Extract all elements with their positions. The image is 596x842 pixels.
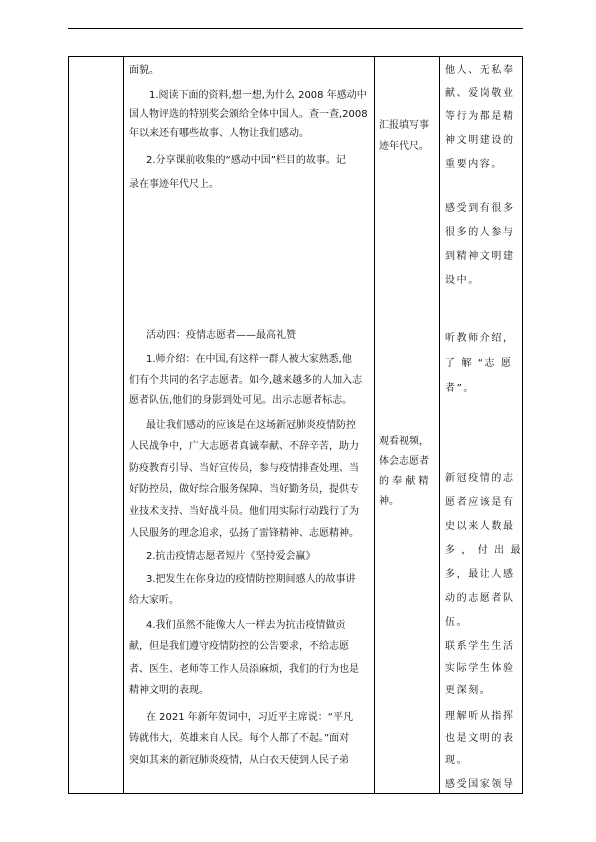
text-line: 设中。 <box>445 275 480 286</box>
text-line: 听教师介绍， <box>445 333 515 344</box>
text-line: 者、医生、老师等工作人员添麻烦，我们的行为也是 <box>129 664 359 675</box>
text-line: 防疫教育引导、当好宣传员，参与疫情排查处理、当 <box>129 463 359 474</box>
text-line: 面貌。 <box>129 65 159 76</box>
text-line: 给大家听。 <box>129 595 179 606</box>
text-line: 现。 <box>445 755 469 766</box>
text-line: 等行为都是精 <box>445 111 515 122</box>
text-line: 体会志愿者 <box>379 456 429 467</box>
text-line: 2.分享课前收集的“感动中国”栏目的故事。记 <box>146 155 346 166</box>
text-line: 1.师介绍：在中国,有这样一群人被大家熟悉,他 <box>146 354 352 365</box>
text-line: 突如其来的新冠肺炎疫情，从白衣天使到人民子弟 <box>129 755 349 766</box>
design-intent-cell <box>440 57 523 794</box>
text-line: 者”。 <box>445 383 475 394</box>
text-line: 感受国家领导 <box>445 779 515 790</box>
text-line: 更深刻。 <box>445 685 492 696</box>
text-line: 动的志愿者队 <box>445 593 515 604</box>
blank-column-cell <box>69 57 124 794</box>
text-line: 理解听从指挥 <box>445 711 515 722</box>
text-line: 伍。 <box>445 617 469 628</box>
text-line: 的 奉 献 精 <box>379 476 429 487</box>
text-line: 愿者队伍,他们的身影到处可见。出示志愿者标志。 <box>129 395 353 406</box>
text-line: 多 ， 付 出 最 <box>445 545 523 556</box>
text-line: 神文明建设的 <box>445 135 515 146</box>
text-line: 实际学生体验 <box>445 663 515 674</box>
text-line: 到精神文明建 <box>445 251 515 262</box>
text-line: 录在事迹年代尺上。 <box>129 179 219 190</box>
text-line: 人民战争中，广大志愿者真诚奉献、不辞辛苦，助力 <box>129 441 359 452</box>
text-line: 史以来人数最 <box>445 521 515 532</box>
lesson-plan-table <box>68 56 523 794</box>
text-line: 感受到有很多 <box>445 203 515 214</box>
text-line: 2.抗击疫情志愿者短片《坚持爱会赢》 <box>146 551 316 562</box>
text-line: 迹年代尺。 <box>379 141 429 152</box>
text-line: 人民服务的理念追求，弘扬了雷锋精神、志愿精神。 <box>129 528 359 539</box>
text-line: 们有个共同的名字志愿者。如今,越来越多的人加入志 <box>129 375 363 386</box>
activity-heading: 活动四：疫情志愿者——最高礼赞 <box>146 330 296 341</box>
text-line: 4.我们虽然不能像大人一样去为抗击疫情做贡 <box>146 620 346 631</box>
teaching-process-cell <box>124 57 375 794</box>
text-line: 新冠疫情的志 <box>445 473 515 484</box>
text-line: 观看视频， <box>379 436 429 447</box>
text-line: 国人物评选的特别奖会颁给全体中国人。查一查,2008 <box>129 109 368 120</box>
text-line: 神。 <box>379 496 399 507</box>
text-line: 业技术支持、当好战斗员。他们用实际行动践行了为 <box>129 506 359 517</box>
text-line: 很多的人参与 <box>445 227 515 238</box>
text-line: 1.阅读下面的资料,想一想,为什么 2008 年感动中 <box>149 90 367 101</box>
text-line: 汇报填写事 <box>379 120 429 131</box>
text-line: 在 2021 年新年贺词中，习近平主席说：“平凡 <box>146 712 353 723</box>
text-line: 愿者应该是有 <box>445 497 515 508</box>
student-activity-cell <box>375 57 440 794</box>
text-line: 精神文明的表现。 <box>129 685 209 696</box>
text-line: 他人、无私奉 <box>445 65 515 76</box>
text-line: 年以来还有哪些故事、人物让我们感动。 <box>129 128 309 139</box>
text-line: 多，最让人感 <box>445 569 515 580</box>
text-line: 3.把发生在你身边的疫情防控期间感人的故事讲 <box>146 574 356 585</box>
text-line: 最让我们感动的应该是在这场新冠肺炎疫情防控 <box>146 420 356 431</box>
text-line: 也是文明的表 <box>445 733 515 744</box>
text-line: 好防控员，做好综合服务保障、当好勤务员，提供专 <box>129 484 359 495</box>
text-line: 了 解 “志 愿 <box>445 358 513 369</box>
text-line: 献、爱岗敬业 <box>445 88 515 99</box>
text-line: 铸就伟大，英雄来自人民。每个人都了不起。”面对 <box>129 733 350 744</box>
header-rule <box>68 28 523 29</box>
text-line: 联系学生生活 <box>445 641 515 652</box>
table-row <box>69 57 523 794</box>
text-line: 重要内容。 <box>445 159 503 170</box>
text-line: 献，但是我们遵守疫情防控的公告要求，不给志愿 <box>129 641 349 652</box>
